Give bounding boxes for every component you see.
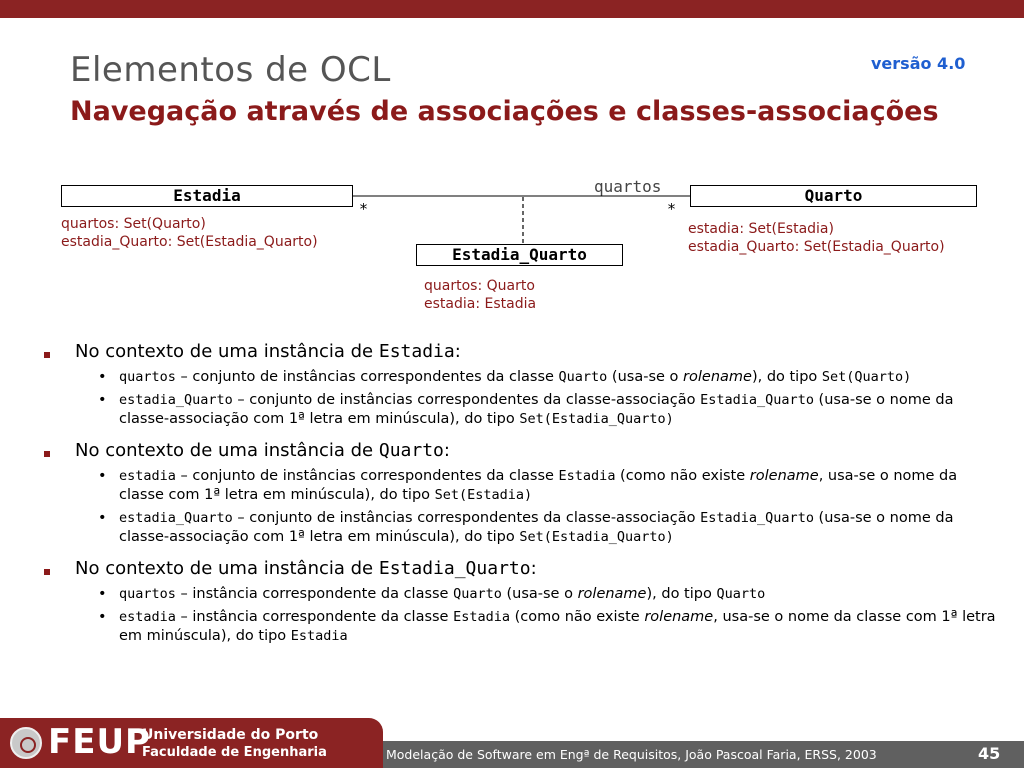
list-item: • estadia – conjunto de instâncias correspondentes da classe Estadia (como não existe rolename, usa-se o nome da classe com 1ª letra em minúscula), do tipo Set(Estadia) xyxy=(98,468,958,503)
class-estadia: Estadia xyxy=(61,185,353,207)
faculty-name: Faculdade de Engenharia xyxy=(142,745,327,760)
quarto-attr-estadia: estadia: Set(Estadia) xyxy=(688,221,834,237)
assoc-attr-quartos: quartos: Quarto xyxy=(424,278,535,294)
estadia-quarto-attributes xyxy=(424,277,536,313)
estadia-attr-quartos: quartos: Set(Quarto) xyxy=(61,216,206,232)
section-estadia xyxy=(40,340,1020,429)
square-bullet-icon xyxy=(44,569,50,575)
footer-course-text: Modelação de Software em Engª de Requisitos, João Pascoal Faria, ERSS, 2003 xyxy=(386,747,877,762)
list-item: • quartos – instância correspondente da classe Quarto (usa-se o rolename), do tipo Quarto xyxy=(98,586,766,602)
list-item: • quartos – conjunto de instâncias correspondentes da classe Quarto (usa-se o rolename), do tipo Set(Quarto) xyxy=(98,369,912,385)
estadia-attributes xyxy=(61,215,318,251)
class-estadia-quarto: Estadia_Quarto xyxy=(416,244,623,266)
class-quarto: Quarto xyxy=(690,185,977,207)
dot-bullet-icon: • xyxy=(98,510,107,526)
page-number: 45 xyxy=(978,744,1001,763)
list-item: • estadia_Quarto – conjunto de instâncias correspondentes da classe-associação Estadia_Quarto (usa-se o nome da classe-associação com 1ª letra em minúscula), do tipo Set(Estadia_Quarto) xyxy=(98,510,954,545)
multiplicity-right: * xyxy=(667,200,677,218)
university-name: Universidade do Porto xyxy=(142,727,319,743)
role-label-quartos: quartos xyxy=(594,177,662,196)
estadia-attr-estadia-quarto: estadia_Quarto: Set(Estadia_Quarto) xyxy=(61,234,318,250)
page-subtitle: Navegação através de associações e classes-associações xyxy=(70,96,939,127)
slide-content xyxy=(40,340,1020,656)
list-item: • estadia_Quarto – conjunto de instâncias correspondentes da classe-associação Estadia_Quarto (usa-se o nome da classe-associação com 1ª letra em minúscula), do tipo Set(Estadia_Quarto) xyxy=(98,392,954,427)
section-heading: No contexto de uma instância de Estadia: xyxy=(40,340,1020,364)
dot-bullet-icon: • xyxy=(98,609,107,625)
dot-bullet-icon: • xyxy=(98,392,107,408)
dot-bullet-icon: • xyxy=(98,369,107,385)
square-bullet-icon xyxy=(44,352,50,358)
quarto-attributes xyxy=(688,220,945,256)
section-quarto xyxy=(40,439,1020,547)
dot-bullet-icon: • xyxy=(98,586,107,602)
feup-logo: FEUP xyxy=(48,722,151,762)
top-bar xyxy=(0,0,1024,18)
version-label: versão 4.0 xyxy=(871,54,966,73)
section-heading: No contexto de uma instância de Estadia_Quarto: xyxy=(40,557,1020,581)
section-heading: No contexto de uma instância de Quarto: xyxy=(40,439,1020,463)
dot-bullet-icon: • xyxy=(98,468,107,484)
page-title: Elementos de OCL xyxy=(70,50,391,90)
assoc-attr-estadia: estadia: Estadia xyxy=(424,296,537,312)
square-bullet-icon xyxy=(44,451,50,457)
list-item: • estadia – instância correspondente da classe Estadia (como não existe rolename, usa-se o nome da classe com 1ª letra em minúscula), do tipo Estadia xyxy=(98,609,996,644)
quarto-attr-estadia-quarto: estadia_Quarto: Set(Estadia_Quarto) xyxy=(688,239,945,255)
university-seal-icon xyxy=(10,727,42,759)
multiplicity-left: * xyxy=(359,200,369,218)
section-estadia-quarto xyxy=(40,557,1020,646)
